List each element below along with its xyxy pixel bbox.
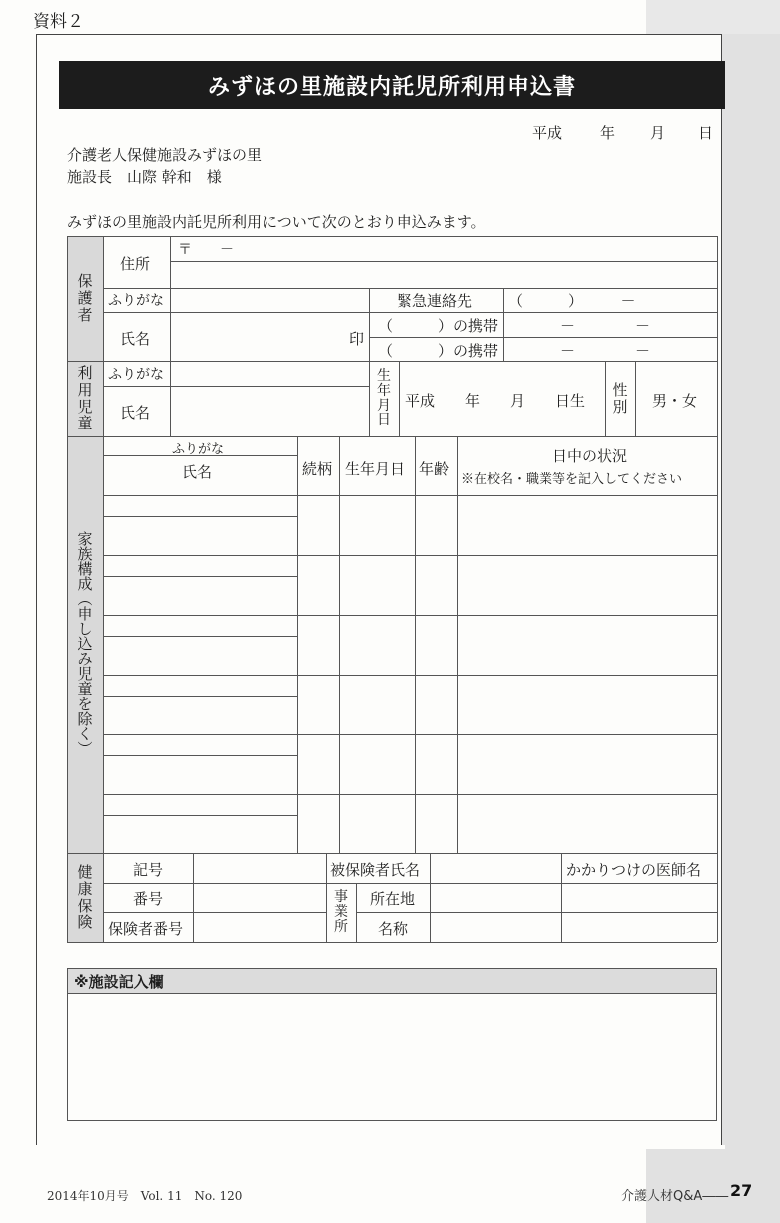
insured-name-label: 被保険者氏名 (330, 861, 421, 879)
family-daytime-note: ※在校名・職業等を記入してください (461, 472, 683, 487)
date-year-label: 年 (600, 124, 616, 142)
child-section-label: 利 用 児 童 (77, 363, 93, 433)
mobile-2-label: （ ）の携帯 (378, 342, 499, 360)
intro-text: みずほの里施設内託児所利用について次のとおり申込みます。 (67, 213, 486, 231)
mobile-1-number-field[interactable]: － － (560, 317, 651, 335)
family-name-header: 氏名 (182, 463, 213, 481)
office-location-label: 所在地 (370, 890, 416, 908)
birthdate-field[interactable]: 平成 年 月 日生 (405, 392, 586, 410)
family-doctor-label: かかりつけの医師名 (566, 861, 702, 879)
mobile-1-label: （ ）の携帯 (378, 317, 499, 335)
guardian-furigana-label: ふりがな (108, 293, 164, 309)
emergency-contact-label: 緊急連絡先 (397, 292, 473, 310)
date-era: 平成 (532, 124, 563, 142)
birthdate-label: 生 年 月 日 (377, 368, 391, 429)
page-margin-band-top (646, 0, 780, 34)
office-label: 事 業 所 (334, 889, 348, 935)
address-label: 住所 (120, 255, 151, 273)
insurer-number-label: 保険者番号 (108, 920, 184, 938)
family-section-label: 家 族 構 成 ︵ 申 し 込 み 児 童 を 除 く ︶ (77, 530, 93, 758)
form-title: みずほの里施設内託児所利用申込書 (59, 61, 725, 109)
insurance-section-label: 健 康 保 険 (77, 862, 93, 932)
office-name-label: 名称 (378, 920, 409, 938)
gender-field[interactable]: 男・女 (652, 392, 698, 410)
date-month-label: 月 (650, 124, 666, 142)
family-relation-header: 続柄 (302, 460, 333, 478)
document-label: 資料２ (33, 12, 84, 32)
guardian-section-label: 保 護 者 (77, 272, 93, 324)
gender-label: 性 別 (612, 380, 628, 416)
guardian-name-label: 氏名 (120, 330, 151, 348)
family-dob-header: 生年月日 (345, 460, 406, 478)
facility-notes-header: ※施設記入欄 (67, 968, 717, 994)
facility-notes-area[interactable] (67, 993, 717, 1121)
mobile-2-number-field[interactable]: － － (560, 342, 651, 360)
page-number: 27 (730, 1181, 753, 1200)
postal-code-field[interactable]: 〒 － (178, 242, 234, 258)
addressee-director: 施設長 山際 幹和 様 (67, 168, 222, 186)
addressee-facility: 介護老人保健施設みずほの里 (67, 146, 263, 164)
insurance-symbol-label: 記号 (133, 861, 164, 879)
emergency-phone-field[interactable]: （ ） － (508, 292, 636, 310)
family-age-header: 年齢 (419, 460, 450, 478)
child-furigana-label: ふりがな (108, 367, 164, 383)
family-furigana-header: ふりがな (172, 442, 225, 457)
insurance-number-label: 番号 (133, 890, 164, 908)
seal-mark: 印 (349, 330, 365, 348)
issue-info: 2014年10月号 Vol. 11 No. 120 (47, 1189, 243, 1203)
child-name-label: 氏名 (120, 404, 151, 422)
magazine-title: 介護人材Q&A―― (621, 1189, 729, 1204)
family-daytime-header: 日中の状況 (552, 447, 628, 465)
date-day-label: 日 (698, 124, 714, 142)
